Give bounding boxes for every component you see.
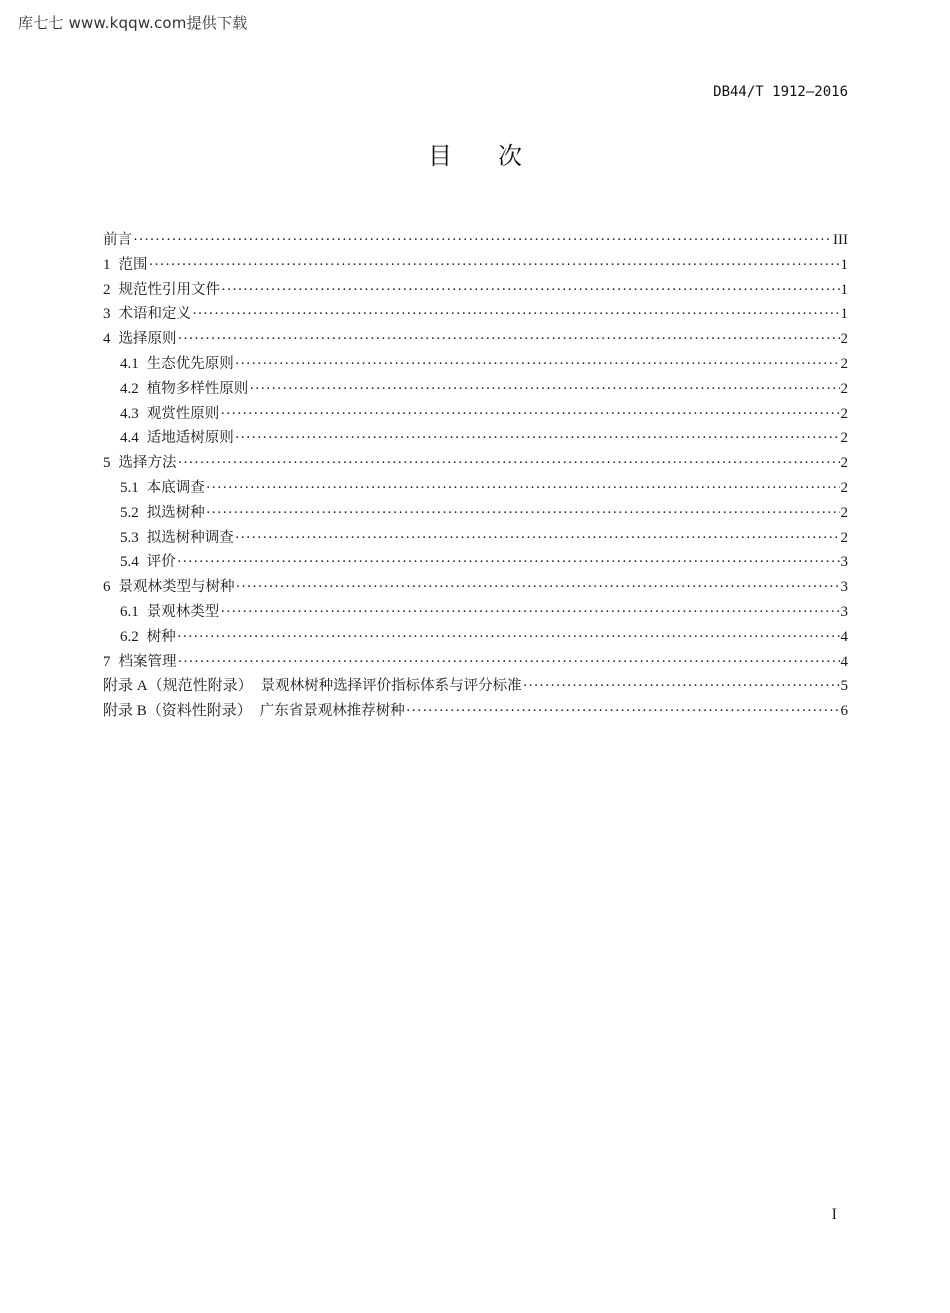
- toc-dot-leader: [206, 480, 840, 497]
- toc-entry[interactable]: [103, 476, 848, 501]
- toc-entry-page: 3: [840, 554, 848, 571]
- toc-dot-leader: [177, 554, 840, 571]
- toc-entry[interactable]: [103, 377, 848, 402]
- toc-entry[interactable]: [103, 228, 848, 253]
- toc-entry-label: 选择原则: [118, 331, 177, 348]
- toc-entry-page: 2: [840, 479, 848, 496]
- toc-entry[interactable]: [103, 451, 848, 476]
- toc-entry-page: 1: [840, 281, 848, 298]
- toc-entry-page: 2: [840, 331, 848, 348]
- toc-dot-leader: [178, 654, 840, 671]
- toc-entry-page: 1: [840, 306, 848, 323]
- toc-entry-number: 附录 A（规范性附录）: [103, 678, 253, 695]
- toc-entry-label: 树种: [146, 628, 176, 645]
- toc-entry-number: 5.4: [120, 554, 139, 571]
- toc-entry-label: 评价: [146, 554, 176, 571]
- toc-entry-page: 1: [840, 256, 848, 273]
- toc-dot-leader: [220, 604, 839, 621]
- toc-entry-number: 4: [103, 331, 111, 348]
- toc-entry-label: 广东省景观林推荐树种: [259, 703, 405, 720]
- toc-entry-page: 2: [840, 430, 848, 447]
- toc-entry[interactable]: [103, 600, 848, 625]
- toc-entry-number: 5.1: [120, 479, 139, 496]
- toc-entry-number: 4.4: [120, 430, 139, 447]
- toc-entry[interactable]: [103, 674, 848, 699]
- toc-entry[interactable]: [103, 501, 848, 526]
- toc-entry-number: 5.3: [120, 529, 139, 546]
- toc-entry-page: 4: [840, 628, 848, 645]
- toc-entry-page: 2: [840, 355, 848, 372]
- toc-entry-page: 2: [840, 405, 848, 422]
- toc-entry-label: 前言: [103, 232, 132, 248]
- toc-dot-leader: [235, 430, 840, 447]
- toc-dot-leader: [178, 331, 840, 348]
- toc-dot-leader: [177, 629, 840, 646]
- toc-entry-page: 2: [840, 504, 848, 521]
- toc-entry-page: 3: [840, 579, 848, 596]
- toc-entry-label: 景观林类型与树种: [118, 579, 235, 596]
- table-of-contents: [103, 228, 848, 724]
- toc-entry-page: 2: [840, 380, 848, 397]
- toc-entry-number: 6.1: [120, 603, 139, 620]
- toc-entry-label: 生态优先原则: [146, 355, 234, 372]
- toc-entry-label: 观赏性原则: [146, 405, 220, 422]
- toc-entry-label: 规范性引用文件: [118, 281, 220, 298]
- toc-title: 目次: [428, 142, 568, 170]
- toc-entry-number: 4.3: [120, 405, 139, 422]
- toc-dot-leader: [406, 703, 840, 720]
- toc-dot-leader: [149, 257, 840, 274]
- toc-entry-number: 附录 B（资料性附录）: [103, 703, 252, 720]
- toc-entry-page: 4: [840, 653, 848, 670]
- toc-entry-number: 4.1: [120, 355, 139, 372]
- toc-entry-label: 选择方法: [118, 455, 177, 472]
- toc-entry[interactable]: [103, 278, 848, 303]
- toc-entry-label: 适地适树原则: [146, 430, 234, 447]
- toc-entry-number: 3: [103, 306, 111, 323]
- toc-dot-leader: [235, 356, 840, 373]
- toc-dot-leader: [206, 505, 840, 522]
- toc-entry-label: 范围: [118, 256, 148, 273]
- toc-entry-number: 5.2: [120, 504, 139, 521]
- toc-dot-leader: [236, 579, 840, 596]
- toc-entry-label: 术语和定义: [118, 306, 191, 323]
- toc-dot-leader: [133, 232, 832, 249]
- toc-entry-page: 6: [840, 703, 848, 720]
- toc-entry-page: 3: [840, 603, 848, 620]
- toc-entry-page: 2: [840, 529, 848, 546]
- toc-dot-leader: [192, 306, 840, 323]
- toc-entry-label: 拟选树种调查: [146, 529, 234, 546]
- toc-entry-label: 档案管理: [118, 653, 177, 670]
- toc-entry[interactable]: [103, 575, 848, 600]
- toc-dot-leader: [249, 381, 839, 398]
- toc-entry-number: 6: [103, 579, 111, 596]
- toc-entry-number: 6.2: [120, 628, 139, 645]
- toc-dot-leader: [221, 282, 840, 299]
- toc-entry-page: 2: [840, 455, 848, 472]
- toc-entry[interactable]: [103, 402, 848, 427]
- toc-entry[interactable]: [103, 327, 848, 352]
- watermark-text: 库七七 www.kqqw.com提供下载: [18, 14, 248, 32]
- toc-entry[interactable]: [103, 352, 848, 377]
- toc-entry[interactable]: [103, 699, 848, 724]
- toc-entry[interactable]: [103, 426, 848, 451]
- toc-dot-leader: [220, 406, 839, 423]
- toc-entry-label: 景观林树种选择评价指标体系与评分标准: [260, 678, 522, 695]
- toc-entry[interactable]: [103, 253, 848, 278]
- toc-entry-page: III: [833, 232, 848, 248]
- document-code: DB44/T 1912—2016: [713, 84, 848, 100]
- toc-entry-number: 4.2: [120, 380, 139, 397]
- toc-entry-number: 2: [103, 281, 111, 298]
- toc-entry[interactable]: [103, 526, 848, 551]
- toc-entry[interactable]: [103, 550, 848, 575]
- page-number: I: [831, 1206, 837, 1223]
- toc-entry[interactable]: [103, 650, 848, 675]
- toc-entry-number: 1: [103, 256, 111, 273]
- toc-entry-number: 7: [103, 653, 111, 670]
- toc-entry-number: 5: [103, 455, 111, 472]
- toc-entry-label: 景观林类型: [146, 603, 220, 620]
- toc-dot-leader: [235, 530, 840, 547]
- toc-entry-label: 植物多样性原则: [146, 380, 249, 397]
- toc-entry[interactable]: [103, 625, 848, 650]
- toc-dot-leader: [523, 678, 840, 695]
- toc-dot-leader: [178, 455, 840, 472]
- toc-entry[interactable]: [103, 302, 848, 327]
- toc-entry-page: 5: [840, 678, 848, 695]
- toc-entry-label: 拟选树种: [146, 504, 205, 521]
- toc-entry-label: 本底调查: [146, 479, 205, 496]
